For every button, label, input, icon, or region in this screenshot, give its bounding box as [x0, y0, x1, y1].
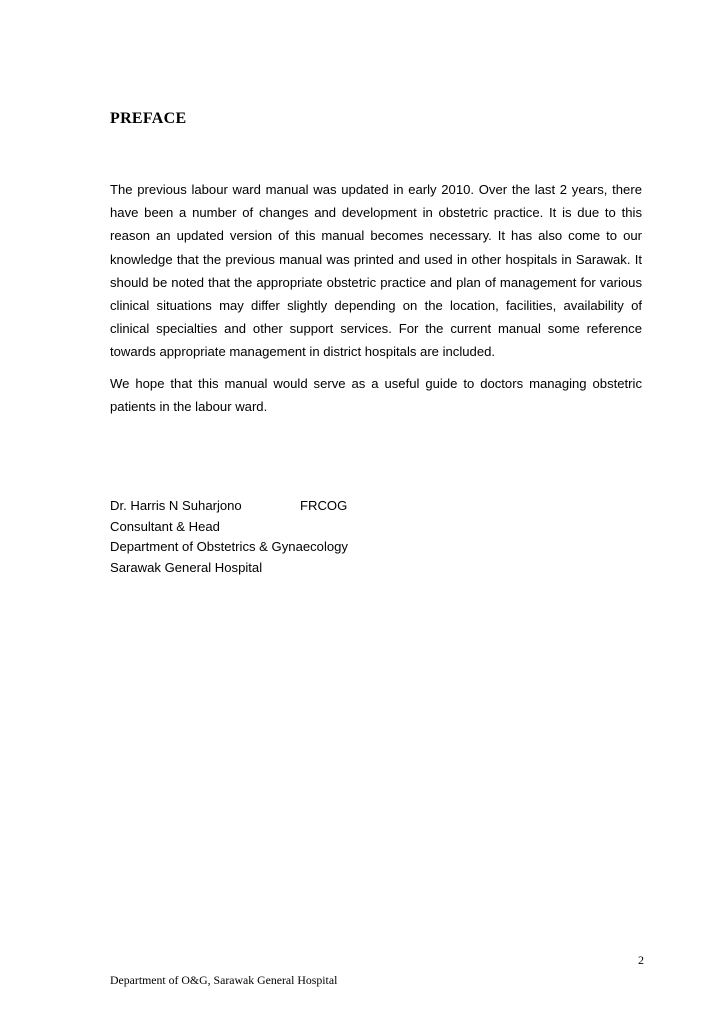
page-footer: Department of O&G, Sarawak General Hospital: [110, 973, 338, 987]
signature-credential: FRCOG: [300, 498, 348, 513]
signature-title: Consultant & Head: [110, 518, 220, 534]
signature-department: Department of Obstetrics & Gynaecology: [110, 539, 348, 555]
preface-paragraph-1: The previous labour ward manual was updated in early 2010. Over the last 2 years, there have been a number of changes and development in obstetric practice. It is due to this reason an updated version of this manual becomes necessary. It has also come to our knowledge that the previous manual was printed and used in other hospitals in Sarawak. It should be noted that the appropriate obstetric practice and plan of management for various clinical situations may differ slightly depending on the location, facilities, availability of clinical specialties and other support services. For the current manual some reference towards appropriate management in district hospitals are included.: [110, 182, 642, 360]
page-number: 2: [638, 953, 644, 967]
signature-name: Dr. Harris N Suharjono: [110, 498, 242, 513]
preface-heading: PREFACE: [110, 110, 187, 127]
signature-hospital: Sarawak General Hospital: [110, 560, 263, 576]
signature-block: [110, 496, 348, 579]
signature-name-line: [110, 496, 348, 517]
preface-paragraph-2: We hope that this manual would serve as a useful guide to doctors managing obstetric patients in the labour ward.: [110, 376, 642, 415]
